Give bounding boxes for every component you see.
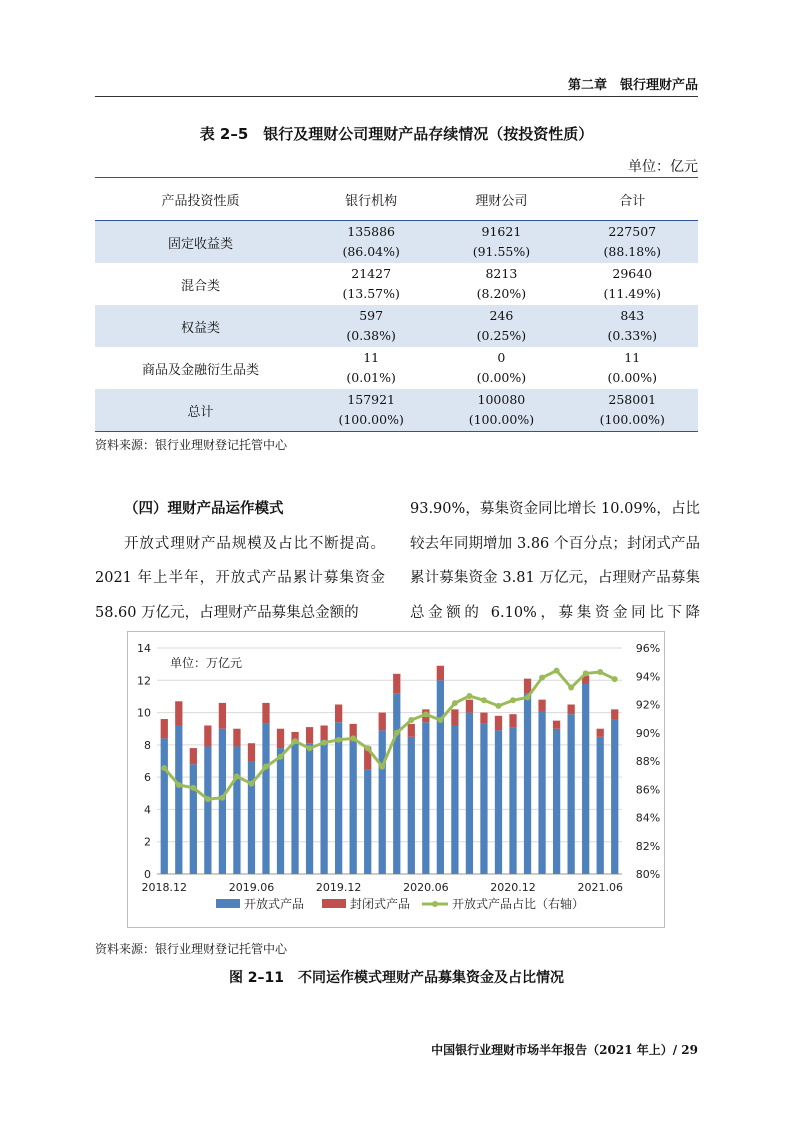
- fund-raising-chart: [128, 632, 664, 927]
- bar-closed: [277, 729, 284, 748]
- share-point: [481, 697, 487, 703]
- header-wmc: 理财公司: [436, 178, 566, 221]
- bar-open: [306, 743, 313, 874]
- bar-closed: [451, 709, 458, 725]
- bar-open: [480, 724, 487, 874]
- table-row: [95, 389, 698, 432]
- share-point: [350, 735, 356, 741]
- bar-closed: [320, 725, 327, 740]
- cell-bank: 157921 (100.00%): [306, 389, 436, 432]
- legend-marker-share: [432, 901, 438, 907]
- page-footer: 中国银行业理财市场半年报告（2021 年上）/ 29: [431, 1043, 698, 1057]
- bar-closed: [219, 703, 226, 729]
- cell-total: 29640 (11.49%): [603, 266, 661, 301]
- share-point: [437, 717, 443, 723]
- x-tick-label: 2019.12: [315, 881, 362, 894]
- bar-closed: [509, 714, 516, 727]
- cell-bank: 135886 (86.04%): [306, 221, 436, 264]
- share-point: [234, 774, 240, 780]
- body-column-left: [95, 492, 385, 630]
- bar-open: [393, 693, 400, 874]
- bar-open: [248, 761, 255, 874]
- share-point: [466, 693, 472, 699]
- table-unit: 单位：亿元: [628, 159, 698, 175]
- x-tick-label: 2021.06: [577, 881, 623, 894]
- header-total: 合计: [567, 178, 698, 221]
- bar-closed: [480, 713, 487, 724]
- table-row: [95, 347, 698, 389]
- cell-total: 11 (0.00%): [607, 350, 657, 385]
- y-tick-left: 2: [144, 835, 151, 849]
- legend-label-share: 开放式产品占比（右轴）: [452, 897, 585, 911]
- bar-open: [597, 737, 604, 874]
- chart-unit-label: 单位：万亿元: [170, 656, 243, 670]
- bar-closed: [204, 725, 211, 746]
- y-tick-right: 88%: [635, 755, 661, 768]
- y-tick-right: 80%: [635, 868, 661, 881]
- bar-closed: [524, 679, 531, 694]
- share-point: [510, 697, 516, 703]
- share-point: [554, 668, 560, 674]
- bar-closed: [161, 719, 168, 738]
- y-tick-left: 14: [137, 642, 151, 655]
- cell-total: 843 (0.33%): [567, 305, 698, 347]
- bar-closed: [538, 700, 545, 711]
- bar-open: [175, 725, 182, 874]
- bar-closed: [379, 713, 386, 731]
- cell-wmc: 0 (0.00%): [476, 350, 527, 385]
- share-point: [394, 730, 400, 736]
- bar-closed: [306, 727, 313, 743]
- cell-bank: 597 (0.38%): [306, 305, 436, 347]
- table-row: [95, 263, 698, 305]
- y-tick-left: 6: [144, 771, 151, 785]
- x-tick-label: 2020.12: [490, 881, 536, 894]
- cell-wmc: 100080 (100.00%): [436, 389, 566, 432]
- share-point: [321, 740, 327, 746]
- share-point: [219, 795, 225, 801]
- header-type: 产品投资性质: [95, 178, 306, 221]
- share-point: [176, 782, 182, 788]
- share-point: [161, 765, 167, 771]
- bar-closed: [190, 748, 197, 764]
- figure-title: 图 2–11 不同运作模式理财产品募集资金及占比情况: [228, 970, 565, 986]
- share-point: [583, 670, 589, 676]
- bar-open: [495, 730, 502, 874]
- x-tick-label: 2020.06: [403, 881, 449, 894]
- bar-open: [204, 746, 211, 874]
- bar-open: [219, 729, 226, 874]
- row-label: 总计: [95, 389, 306, 432]
- share-point: [248, 781, 254, 787]
- bar-closed: [437, 666, 444, 681]
- bar-open: [262, 724, 269, 874]
- chapter-header: 第二章 银行理财产品: [567, 78, 698, 93]
- bar-closed: [495, 716, 502, 731]
- chart-frame: [127, 631, 665, 928]
- row-label: 固定收益类: [95, 221, 306, 264]
- bar-closed: [597, 729, 604, 737]
- share-point: [307, 745, 313, 751]
- bar-closed: [233, 729, 240, 747]
- bar-closed: [262, 703, 269, 724]
- body-paragraph-left: 开放式理财产品规模及占比不断提高。2021 年上半年，开放式产品累计募集资金 58.60 万亿元，占理财产品募集总金额的: [95, 535, 385, 621]
- bar-open: [509, 727, 516, 874]
- table-row: [95, 305, 698, 347]
- y-tick-left: 10: [137, 706, 151, 720]
- table-source: 资料来源：银行业理财登记托管中心: [95, 438, 288, 452]
- share-point: [495, 703, 501, 709]
- y-tick-right: 90%: [635, 726, 661, 740]
- header-bank: 银行机构: [306, 178, 436, 221]
- share-point: [525, 694, 531, 700]
- bar-open: [568, 714, 575, 874]
- share-point: [597, 669, 603, 675]
- cell-wmc: 246 (0.25%): [436, 305, 566, 347]
- bar-open: [553, 729, 560, 874]
- bar-open: [524, 693, 531, 874]
- section-heading: （四）理财产品运作模式: [124, 501, 284, 517]
- share-point: [205, 796, 211, 802]
- table-title: 表 2–5 银行及理财公司理财产品存续情况（按投资性质）: [199, 125, 594, 143]
- x-tick-label: 2019.06: [228, 881, 275, 894]
- share-point: [263, 764, 269, 770]
- y-tick-left: 0: [144, 868, 151, 881]
- bar-closed: [568, 705, 575, 715]
- bar-open: [161, 738, 168, 874]
- bar-open: [233, 746, 240, 874]
- y-tick-right: 84%: [635, 811, 661, 825]
- wealth-products-table: [95, 177, 698, 432]
- bar-open: [466, 713, 473, 874]
- bar-open: [291, 742, 298, 874]
- share-point: [365, 745, 371, 751]
- y-tick-left: 12: [137, 674, 151, 688]
- share-point: [408, 717, 414, 723]
- bar-open: [582, 684, 589, 874]
- share-point: [278, 754, 284, 760]
- bar-open: [611, 719, 618, 874]
- legend-swatch-closed: [322, 899, 346, 908]
- cell-bank: 21427 (13.57%): [342, 266, 400, 301]
- share-point: [423, 711, 429, 717]
- legend-swatch-open: [216, 899, 240, 908]
- bar-closed: [408, 724, 415, 737]
- bar-closed: [393, 674, 400, 693]
- bar-open: [190, 764, 197, 874]
- share-point: [612, 676, 618, 682]
- bar-closed: [553, 721, 560, 729]
- table-header-row: [95, 178, 698, 221]
- y-tick-right: 82%: [635, 839, 661, 853]
- share-point: [190, 785, 196, 791]
- y-tick-right: 86%: [635, 783, 661, 797]
- cell-total: 258001 (100.00%): [567, 389, 698, 432]
- cell-total: 227507 (88.18%): [567, 221, 698, 264]
- bar-open: [451, 725, 458, 874]
- figure-source: 资料来源：银行业理财登记托管中心: [95, 942, 288, 956]
- bar-open: [335, 722, 342, 874]
- bar-open: [437, 680, 444, 874]
- cell-bank: 11 (0.01%): [346, 350, 396, 385]
- share-point: [568, 685, 574, 691]
- row-label: 商品及金融衍生品类: [142, 362, 260, 378]
- share-point: [539, 675, 545, 681]
- bar-closed: [175, 701, 182, 725]
- table-row: [95, 221, 698, 264]
- y-tick-right: 96%: [635, 642, 661, 655]
- bar-closed: [611, 709, 618, 719]
- legend-label-open: 开放式产品: [244, 897, 305, 911]
- bar-open: [422, 722, 429, 874]
- bar-open: [364, 769, 371, 874]
- cell-wmc: 91621 (91.55%): [436, 221, 566, 264]
- bar-open: [538, 711, 545, 874]
- bar-open: [350, 742, 357, 874]
- y-tick-left: 8: [144, 738, 151, 752]
- bar-closed: [335, 705, 342, 723]
- share-line: [164, 671, 614, 800]
- bar-open: [320, 740, 327, 874]
- y-tick-left: 4: [144, 803, 151, 817]
- legend-label-closed: 封闭式产品: [350, 897, 411, 911]
- share-point: [336, 737, 342, 743]
- bar-open: [379, 730, 386, 874]
- y-tick-right: 92%: [635, 698, 661, 712]
- header-rule: [95, 96, 698, 97]
- row-label: 混合类: [181, 278, 221, 294]
- bar-closed: [248, 743, 255, 761]
- cell-wmc: 8213 (8.20%): [476, 266, 527, 301]
- share-point: [452, 700, 458, 706]
- x-tick-label: 2018.12: [141, 881, 188, 894]
- row-label: 权益类: [95, 305, 306, 347]
- share-point: [292, 738, 298, 744]
- share-point: [379, 764, 385, 770]
- bar-closed: [466, 700, 473, 713]
- bar-open: [408, 737, 415, 874]
- body-paragraph-right: 93.90%，募集资金同比增长 10.09%，占比较去年同期增加 3.86 个百分点；封闭式产品累计募集资金 3.81 万亿元，占理财产品募集总金额的 6.10%，募集资金同比下降: [410, 501, 700, 621]
- bar-open: [277, 748, 284, 874]
- y-tick-right: 94%: [635, 670, 661, 684]
